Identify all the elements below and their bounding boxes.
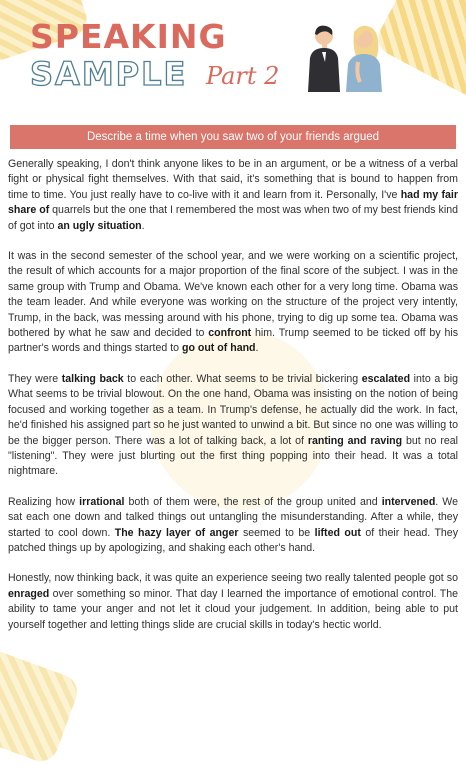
answer-paragraph	[8, 249, 458, 357]
highlighted-phrase: ranting and raving	[307, 434, 403, 447]
answer-paragraph	[8, 495, 458, 557]
highlighted-phrase: an ugly situation	[57, 219, 142, 232]
paragraph-text: over something so minor. That day I learned the importance of emotional control. The ability to tame your anger and not let it cloud your judgement. In addition, being able to put yourself together and letting things slide are crucial skills in today's hectic world.	[8, 587, 458, 631]
highlighted-phrase: go out of hand	[181, 342, 256, 355]
paragraph-text: quarrels but the one that I remembered the most was when two of my best friends kind of got into	[8, 204, 458, 232]
arguing-couple-illustration	[302, 22, 392, 98]
title-speaking: SPEAKING	[30, 17, 227, 56]
paragraph-text: to each other. What seems to be trivial bickering	[123, 372, 362, 385]
answer-paragraph	[8, 372, 458, 480]
paragraph-text: . We sat each one down and talked things out untangling the misunderstanding. After a while, they started to cool down.	[8, 495, 459, 539]
answer-paragraph	[8, 157, 458, 234]
answer-paragraph	[8, 571, 458, 633]
paragraph-text: but no real "listening". They were just blurting out the first thing popping into their head. It was a total nightmare.	[8, 434, 458, 478]
paragraph-text: They were	[8, 372, 62, 385]
highlighted-phrase: irrational	[79, 495, 125, 508]
page-title	[30, 17, 310, 100]
highlighted-phrase: The hazy layer of anger	[114, 526, 239, 539]
title-sample: SAMPLE	[30, 55, 188, 93]
paragraph-text: seemed to be	[238, 526, 315, 539]
paragraph-text: Generally speaking, I don't think anyone likes to be in an argument, or be a witness of a verbal fight or physical fight themselves. With that said, it's something that is bound to happen from time to time. You just really have to co-live with it and learn from it. Personally, I've	[8, 158, 458, 201]
paragraph-text: of their head. They patched things up by apologizing, and shaking each other's hand.	[8, 526, 458, 554]
question-banner: Describe a time when you saw two of your friends argued	[10, 125, 456, 149]
corner-decoration-bottom-left	[0, 644, 82, 766]
highlighted-phrase: confront	[208, 327, 252, 340]
paragraph-text: Realizing how	[8, 495, 80, 508]
title-part: Part 2	[206, 62, 280, 90]
paragraph-text: It was in the second semester of the school year, and we were working on a scientific project, the result of which accounts for a major proportion of the final score of the subject. I was in the same group with Trump and Obama. We've known each other for a very long time. Obama was the team leader. And while everyone was working on the structure of the project very intently, Trump, in the back, was messing around with his phone, trying to dig up some tea. Obama was bothered by what he saw and decided to	[8, 250, 458, 340]
paragraph-text: both of them were, the rest of the group united and	[124, 495, 382, 508]
highlighted-phrase: intervened	[381, 495, 436, 508]
paragraph-text: into a big What seems to be trivial blowout. On the one hand, Obama was insisting on the notion of being focused and working together as a team. In Trump's defense, he actually did the work. In fact, he'd finished his assigned part so he just wanted to unwind a bit. But since no one was willing to be the bigger person. There was a lot of talking back, a lot of	[8, 372, 458, 447]
paragraph-text: Honestly, now thinking back, it was quite an experience seeing two really talented people got so	[8, 572, 458, 585]
answer-body	[8, 157, 458, 648]
highlighted-phrase: escalated	[361, 372, 411, 385]
highlighted-phrase: lifted out	[314, 526, 361, 539]
highlighted-phrase: enraged	[8, 587, 50, 600]
highlighted-phrase: had my fair share of	[8, 188, 458, 217]
highlighted-phrase: talking back	[61, 372, 124, 385]
paragraph-text: .	[141, 219, 145, 232]
paragraph-text: .	[255, 342, 259, 355]
paragraph-text: him. Trump seemed to be ticked off by his partner's words and things started to	[8, 327, 458, 355]
